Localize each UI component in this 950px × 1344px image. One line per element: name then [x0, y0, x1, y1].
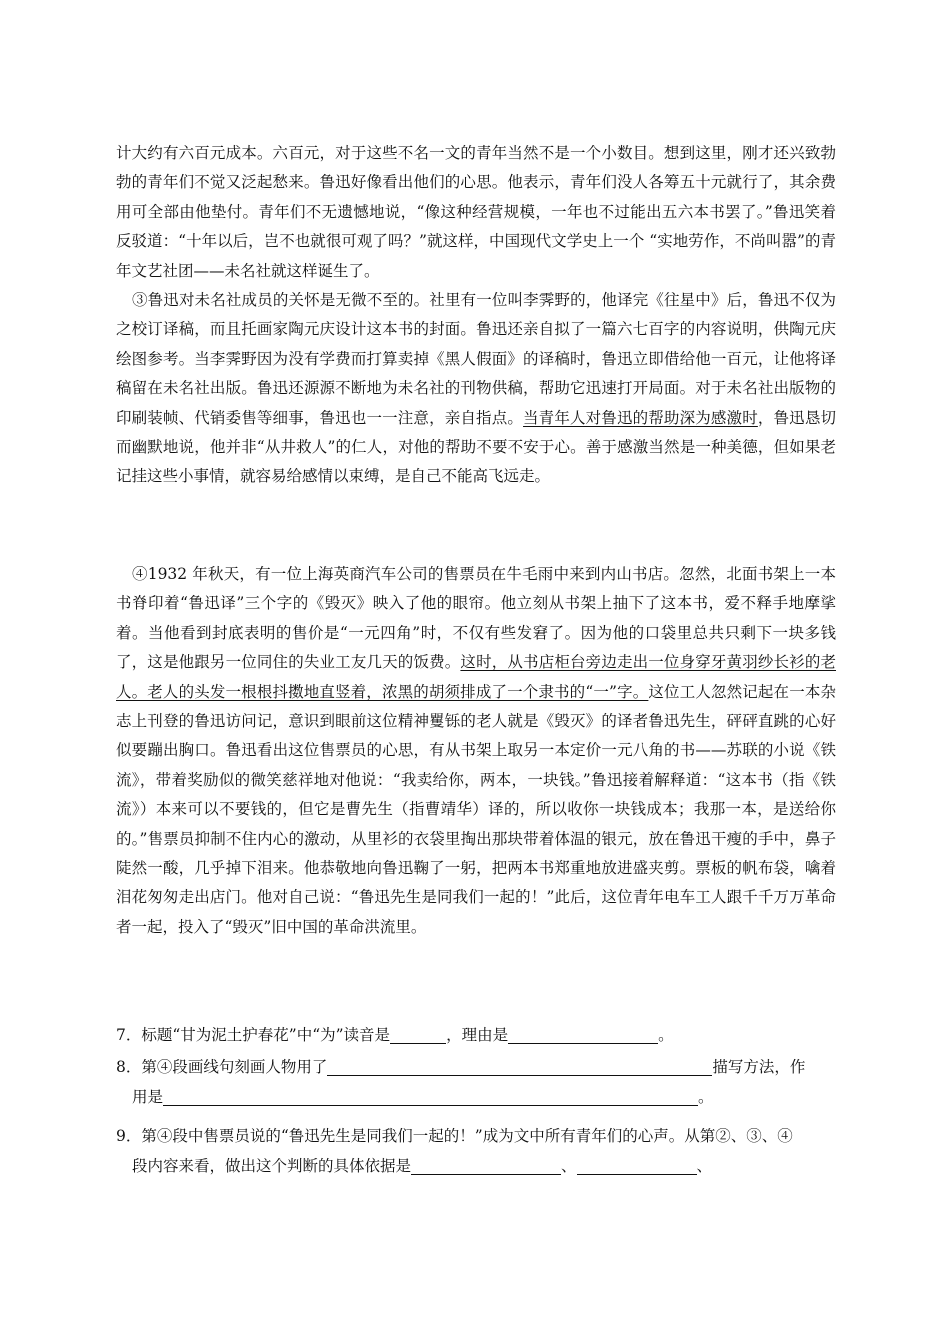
answer-blank[interactable] [577, 1156, 697, 1175]
answer-blank[interactable] [327, 1057, 712, 1076]
question-text: 用是 [132, 1088, 164, 1106]
question-text: 、 [696, 1157, 713, 1175]
question-text: 7．标题“甘为泥土护春花”中“为”读音是 [116, 1026, 391, 1044]
underlined-sentence: 当青年人对鲁迅的帮助深为感激时 [523, 408, 758, 427]
answer-blank[interactable] [163, 1087, 698, 1106]
question-text: 9．第④段中售票员说的“鲁迅先生是同我们一起的！”成为文中所有青年们的心声。从第②、③、④ [116, 1127, 793, 1145]
question-9 [116, 1121, 836, 1181]
question-9-line-2 [116, 1151, 836, 1181]
question-7 [116, 1020, 836, 1050]
underlined-sentence: 这时，从书店柜台旁边走出一位身穿牙黄羽纱长衫的老人。老人的头发一根根抖擞地直竖着，浓黑的胡须排成了一个隶书的“一”字。 [116, 653, 836, 701]
paragraph-text: ③鲁迅对未名社成员的关怀是无微不至的。社里有一位叫李霁野的，他译完《往星中》后，鲁迅不仅为之校订译稿，而且托画家陶元庆设计这本书的封面。鲁迅还亲自拟了一篇六七百字的内容说明，供陶元庆绘图参考。当李霁野因为没有学费而打算卖掉《黑人假面》的译稿时，鲁迅立即借给他一百元，让他将译稿留在未名社出版。鲁迅还源源不断地为未名社的刊物供稿，帮助它迅速打开局面。对于未名社出版物的印刷装帧、代销委售等细事，鲁迅也一一注意，亲自指点。 [116, 291, 836, 427]
paragraph-4 [116, 560, 836, 942]
question-text: 。 [698, 1088, 714, 1106]
answer-blank[interactable] [411, 1156, 561, 1175]
question-text: 。 [658, 1026, 674, 1044]
paragraph-text: 这位工人忽然记起在一本杂志上刊登的鲁迅访问记，意识到眼前这位精神矍铄的老人就是《毁灭》的译者鲁迅先生，砰砰直跳的心好似要蹦出胸口。鲁迅看出这位售票员的心思，有从书架上取另一本定价一元八角的书——苏联的小说《铁流》，带着奖励似的微笑慈祥地对他说：“我卖给你，两本，一块钱。”鲁迅接着解释道：“这本书（指《铁流》）本来可以不要钱的，但它是曹先生（指曹靖华）译的，所以收你一块钱成本；我那一本，是送给你的。”售票员抑制不住内心的激动，从里衫的衣袋里掏出那块带着体温的银元，放在鲁迅干瘦的手中，鼻子陡然一酸，几乎掉下泪来。他恭敬地向鲁迅鞠了一躬，把两本书郑重地放进盛夹剪。票板的帆布袋，噙着泪花匆匆走出店门。他对自己说：“鲁迅先生是同我们一起的！”此后，这位青年电车工人跟千千万万革命者一起，投入了“毁灭”旧中国的革命洪流里。 [116, 682, 836, 936]
question-8 [116, 1052, 836, 1112]
question-text: 、 [561, 1157, 577, 1175]
paragraph-text: ④1932 年秋天，有一位上海英商汽车公司的售票员在牛毛雨中来到内山书店。忽然，北面书架上一本书脊印着“鲁迅译”三个字的《毁灭》映入了他的眼帘。他立刻从书架上抽下了这本书，爱不释手地摩挲着。当他看到封底表明的售价是“一元四角”时，不仅有些发窘了。因为他的口袋里总共只剩下一块多钱了，这是他跟另一位同住的失业工友几天的饭费。 [116, 565, 836, 672]
paragraph-3 [116, 286, 836, 492]
question-8-line-2 [116, 1082, 836, 1112]
question-text: ，理由是 [446, 1026, 509, 1044]
paragraph-2-continuation [116, 139, 836, 286]
question-text: 8．第④段画线句刻画人物用了 [116, 1058, 328, 1076]
question-text: 描写方法，作 [712, 1058, 806, 1076]
paragraph-text: 计大约有六百元成本。六百元，对于这些不名一文的青年当然不是一个小数目。想到这里，刚才还兴致勃勃的青年们不觉又泛起愁来。鲁迅好像看出他们的心思。他表示，青年们没人各筹五十元就行了，其余费用可全部由他垫付。青年们不无遗憾地说，“像这种经营规模，一年也不过能出五六本书罢了。”鲁迅笑着反驳道：“十年以后，岂不也就很可观了吗？”就这样，中国现代文学史上一个 “实地劳作，不尚叫嚣”的青年文艺社团——未名社就这样诞生了。 [116, 144, 836, 280]
answer-blank[interactable] [508, 1025, 658, 1044]
question-text: 段内容来看，做出这个判断的具体依据是 [132, 1157, 412, 1175]
answer-blank[interactable] [390, 1025, 446, 1044]
paragraph-text: ，鲁迅恳切而幽默地说，他并非“从井救人”的仁人，对他的帮助不要不安于心。善于感激当然是一种美德，但如果老记挂这些小事情，就容易给感情以束缚，是自己不能高飞远走。 [116, 408, 836, 486]
